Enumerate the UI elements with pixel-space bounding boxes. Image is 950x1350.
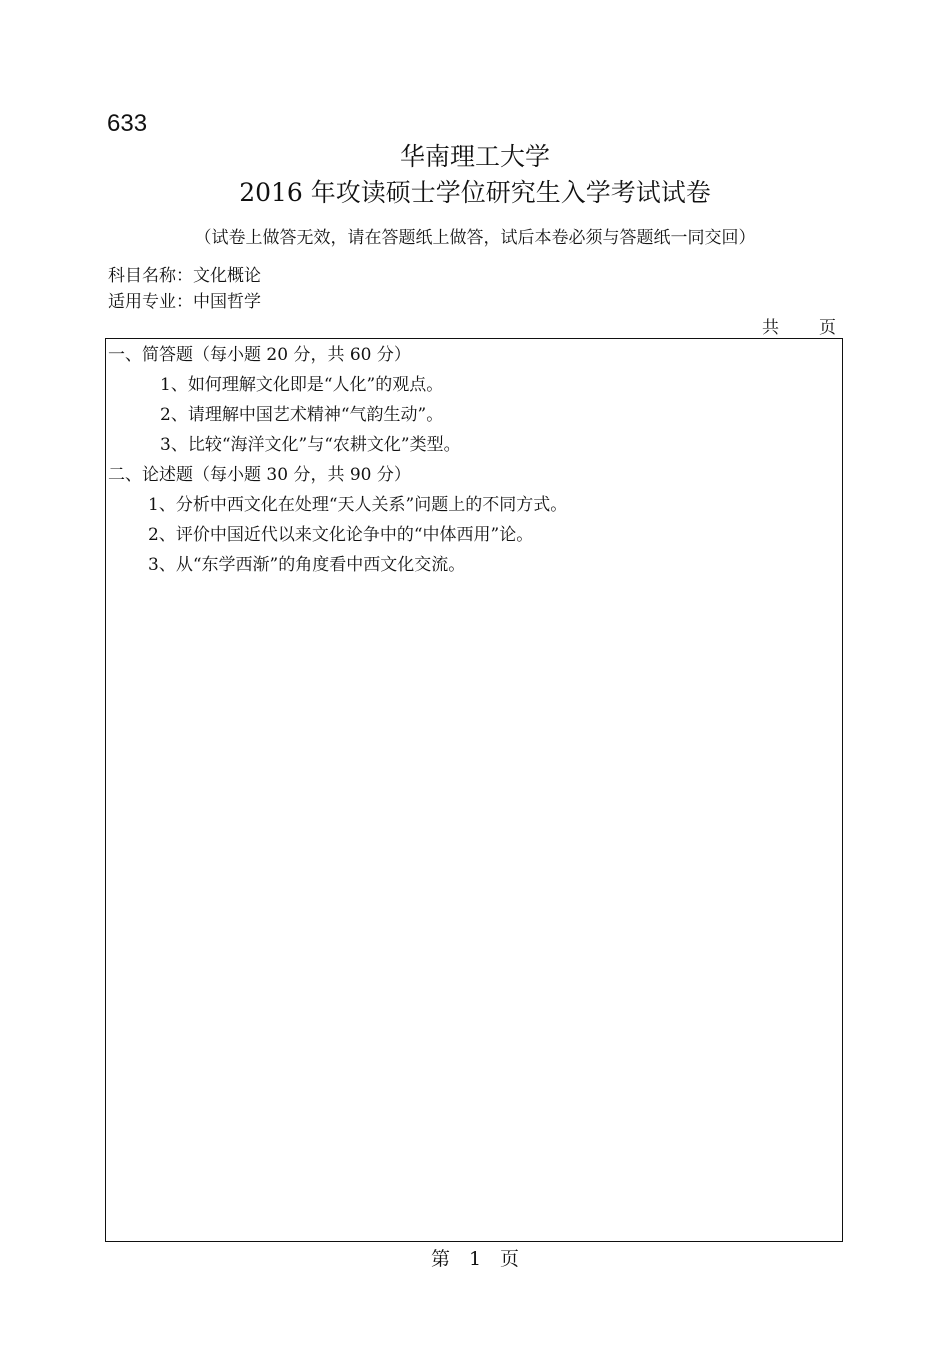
paper-code: 633	[107, 110, 148, 137]
question-item: 3、从“东学西渐”的角度看中西文化交流。	[148, 555, 466, 575]
question-item: 2、评价中国近代以来文化论争中的“中体西用”论。	[148, 525, 534, 545]
question-item: 1、如何理解文化即是“人化”的观点。	[160, 375, 444, 395]
answer-notice: （试卷上做答无效，请在答题纸上做答，试后本卷必须与答题纸一同交回）	[194, 228, 756, 248]
page-footer: 第 1 页	[430, 1248, 520, 1270]
question-item: 1、分析中西文化在处理“天人关系”问题上的不同方式。	[148, 495, 568, 515]
page-total	[762, 316, 836, 340]
major-value: 中国哲学	[193, 292, 261, 312]
school-name: 华南理工大学	[399, 142, 550, 171]
subject-line	[108, 264, 261, 288]
page-total-suffix: 页	[819, 318, 836, 338]
subject-value: 文化概论	[193, 266, 261, 286]
question-item: 3、比较“海洋文化”与“农耕文化”类型。	[160, 435, 461, 455]
exam-title: 2016 年攻读硕士学位研究生入学考试试卷	[239, 178, 711, 207]
section-heading-essay: 二、论述题（每小题 30 分，共 90 分）	[108, 465, 411, 485]
major-label: 适用专业：	[108, 292, 193, 312]
major-line	[108, 290, 261, 314]
page-total-prefix: 共	[762, 318, 779, 338]
question-item: 2、请理解中国艺术精神“气韵生动”。	[160, 405, 444, 425]
question-box	[105, 338, 843, 1242]
subject-label: 科目名称：	[108, 266, 193, 286]
section-heading-short-answer: 一、简答题（每小题 20 分，共 60 分）	[108, 345, 411, 365]
